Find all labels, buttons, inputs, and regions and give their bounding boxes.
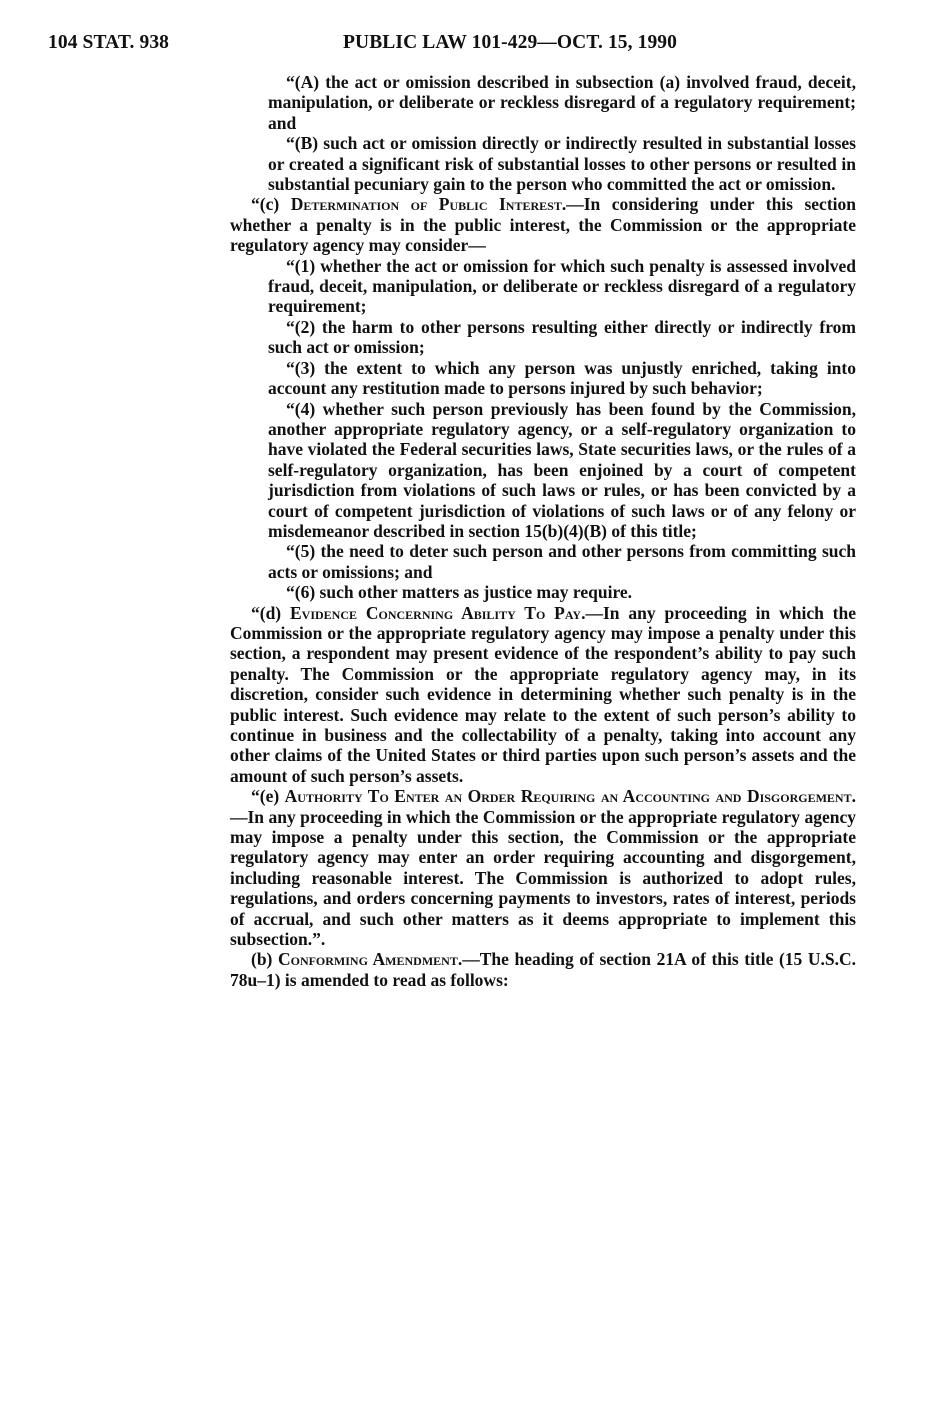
- subsection-b-conforming: [230, 949, 856, 990]
- subsection-c-text: .—In considering under this section whether a penalty is in the public interest, the Commission or the appropriate regulatory agency may consider—: [230, 194, 856, 256]
- subsection-e-prefix: “(e): [251, 786, 285, 807]
- subsection-b-text: .—The heading of section 21A of this title (15 U.S.C. 78u–1) is amended to read as follows:: [230, 949, 857, 990]
- document-body: [230, 72, 856, 990]
- subsection-d-heading: Evidence Concerning Ability To Pay: [290, 602, 582, 623]
- paragraph-c5: “(5) the need to deter such person and other persons from committing such acts or omissions; and: [268, 541, 856, 582]
- subsection-c: [230, 194, 856, 255]
- paragraph-c2: “(2) the harm to other persons resulting either directly or indirectly from such act or omission;: [268, 316, 856, 358]
- paragraph-c1: “(1) whether the act or omission for which such penalty is assessed involved fraud, deceit, manipulation, or deliberate or reckless disregard of a regulatory requirement;: [268, 255, 856, 317]
- paragraph-a: “(A) the act or omission described in subsection (a) involved fraud, deceit, manipulation, or deliberate or reckless disregard of a regulatory requirement; and: [268, 72, 856, 133]
- paragraph-b: “(B) such act or omission directly or indirectly resulted in substantial losses or created a significant risk of substantial losses to other persons or resulted in substantial pecuniary gain to the person who committed the act or omission.: [268, 133, 856, 195]
- page-header: [0, 32, 947, 56]
- subsection-b-prefix: (b): [251, 949, 278, 970]
- subsection-e-heading: Authority To Enter an Order Requiring an Accounting and Disgorgement: [284, 786, 852, 807]
- law-reference: PUBLIC LAW 101-429—OCT. 15, 1990: [343, 32, 678, 53]
- subsection-e: [230, 786, 856, 949]
- subsection-d-prefix: “(d): [251, 602, 290, 623]
- paragraph-c3: “(3) the extent to which any person was unjustly enriched, taking into account any restitution made to persons injured by such behavior;: [268, 357, 856, 399]
- subsection-c-prefix: “(c): [251, 194, 291, 215]
- subsection-c-heading: Determination of Public Interest: [290, 194, 562, 215]
- stat-reference: 104 STAT. 938: [48, 32, 170, 53]
- subsection-d-text: .—In any proceeding in which the Commission or the appropriate regulatory agency may impose a penalty under this section, a respondent may present evidence of the respondent’s ability to pay such penalty. The Commission or the appropriate regulatory agency may, in its discretion, consider such evidence in determining whether such penalty is in the public interest. Such evidence may relate to the extent of such person’s ability to continue in business and the collectability of a penalty, taking into account any other claims of the United States or third parties upon such person’s assets and the amount of such person’s assets.: [230, 602, 857, 786]
- subsection-d: [230, 603, 856, 787]
- subsection-b-heading: Conforming Amendment: [277, 949, 458, 970]
- paragraph-c4: “(4) whether such person previously has been found by the Commission, another appropriate regulatory agency, or a self-regulatory organization to have violated the Federal securities laws, State securities laws, or the rules of a self-regulatory organization, has been enjoined by a court of competent jurisdiction from violations of such laws or rules, or has been convicted by a court of competent jurisdiction of violations of such laws or of any felony or misdemeanor described in section 15(b)(4)(B) of this title;: [268, 398, 856, 541]
- subsection-e-text: .—In any proceeding in which the Commission or the appropriate regulatory agency may impose a penalty under this section, the Commission or the appropriate regulatory agency may enter an order requiring accounting and disgorgement, including reasonable interest. The Commission is authorized to adopt rules, regulations, and orders concerning payments to investors, rates of interest, periods of accrual, and such other matters as it deems appropriate to implement this subsection.”.: [230, 786, 856, 950]
- paragraph-c6: “(6) such other matters as justice may require.: [286, 582, 633, 603]
